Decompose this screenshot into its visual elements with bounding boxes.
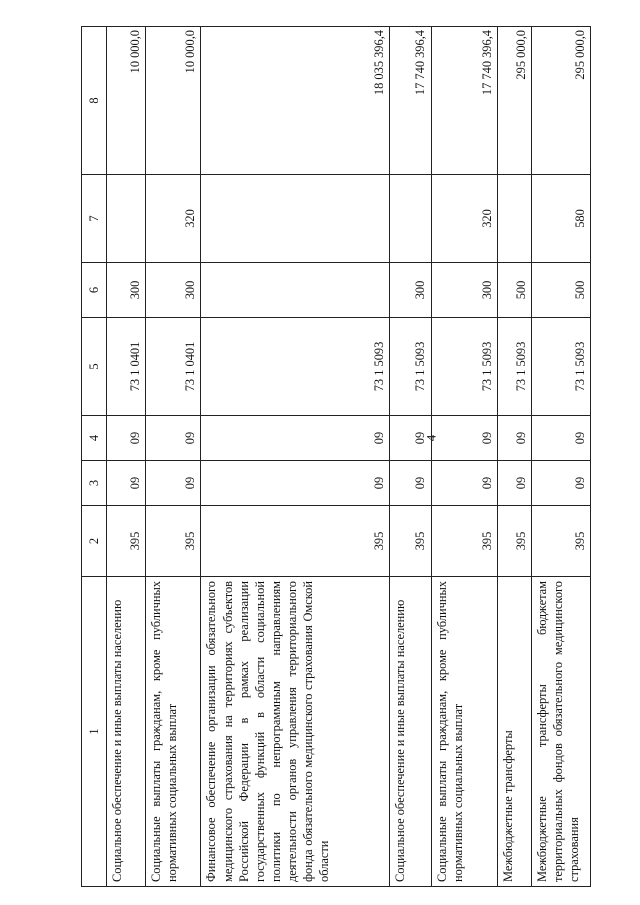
row-name: Межбюджетные трансферты бюджетам территориальных фондов обязательного медицинского страхования (531, 577, 590, 887)
cell-amount: 10 000,0 (107, 27, 146, 175)
table-row (145, 27, 201, 887)
cell-col7 (390, 175, 431, 263)
cell-col3: 09 (531, 461, 590, 506)
cell-amount: 17 740 396,4 (390, 27, 431, 175)
cell-col5: 73 1 5093 (390, 318, 431, 416)
cell-col4: 09 (201, 416, 390, 461)
cell-col6 (201, 263, 390, 318)
cell-col2: 395 (531, 506, 590, 577)
cell-col2: 395 (390, 506, 431, 577)
column-header: 4 (82, 416, 107, 461)
cell-col4: 09 (531, 416, 590, 461)
cell-col5: 73 1 5093 (431, 318, 498, 416)
table-row (390, 27, 431, 887)
column-header: 7 (82, 175, 107, 263)
cell-col4: 09 (431, 416, 498, 461)
cell-col2: 395 (107, 506, 146, 577)
cell-col6: 500 (531, 263, 590, 318)
page-number: 4 (423, 434, 439, 442)
row-name: Социальные выплаты гражданам, кроме публичных нормативных социальных выплат (145, 577, 201, 887)
column-header: 2 (82, 506, 107, 577)
cell-col3: 09 (431, 461, 498, 506)
cell-amount: 18 035 396,4 (201, 27, 390, 175)
table-row (498, 27, 531, 887)
cell-col5: 73 1 0401 (145, 318, 201, 416)
cell-col7 (498, 175, 531, 263)
cell-col5: 73 1 0401 (107, 318, 146, 416)
cell-col3: 09 (390, 461, 431, 506)
row-name: Финансовое обеспечение организации обязательного медицинского страхования на территориях субъектов Российской Федерации в рамках реализации государственных функций в области социальной политики по непрограммным направлениям деятельности органов управления территориального фонда обязательного медицинского страхования Омской области (201, 577, 390, 887)
column-header: 1 (82, 577, 107, 887)
cell-amount: 295 000,0 (531, 27, 590, 175)
table-row (107, 27, 146, 887)
table-row (531, 27, 590, 887)
cell-col4: 09 (498, 416, 531, 461)
cell-col3: 09 (107, 461, 146, 506)
cell-amount: 10 000,0 (145, 27, 201, 175)
row-name: Социальные выплаты гражданам, кроме публичных нормативных социальных выплат (431, 577, 498, 887)
cell-col3: 09 (498, 461, 531, 506)
budget-table (81, 26, 591, 887)
cell-col2: 395 (498, 506, 531, 577)
cell-col6: 300 (431, 263, 498, 318)
column-header: 6 (82, 263, 107, 318)
cell-amount: 17 740 396,4 (431, 27, 498, 175)
cell-col3: 09 (201, 461, 390, 506)
cell-col5: 73 1 5093 (531, 318, 590, 416)
cell-col6: 500 (498, 263, 531, 318)
row-name: Социальное обеспечение и иные выплаты населению (107, 577, 146, 887)
cell-col7: 320 (145, 175, 201, 263)
column-header: 3 (82, 461, 107, 506)
cell-col4: 09 (390, 416, 431, 461)
column-header: 5 (82, 318, 107, 416)
cell-col6: 300 (145, 263, 201, 318)
cell-col3: 09 (145, 461, 201, 506)
cell-col7 (201, 175, 390, 263)
cell-col4: 09 (145, 416, 201, 461)
cell-col7: 320 (431, 175, 498, 263)
table-row (201, 27, 390, 887)
row-name: Социальное обеспечение и иные выплаты населению (390, 577, 431, 887)
cell-amount: 295 000,0 (498, 27, 531, 175)
column-header: 8 (82, 27, 107, 175)
cell-col7: 580 (531, 175, 590, 263)
rotated-document (81, 27, 591, 887)
cell-col5: 73 1 5093 (201, 318, 390, 416)
cell-col4: 09 (107, 416, 146, 461)
cell-col5: 73 1 5093 (498, 318, 531, 416)
cell-col2: 395 (145, 506, 201, 577)
cell-col7 (107, 175, 146, 263)
header-row (82, 27, 107, 887)
cell-col2: 395 (201, 506, 390, 577)
table-row (431, 27, 498, 887)
cell-col6: 300 (390, 263, 431, 318)
budget-table-container (81, 27, 591, 887)
row-name: Межбюджетные трансферты (498, 577, 531, 887)
cell-col6: 300 (107, 263, 146, 318)
cell-col2: 395 (431, 506, 498, 577)
